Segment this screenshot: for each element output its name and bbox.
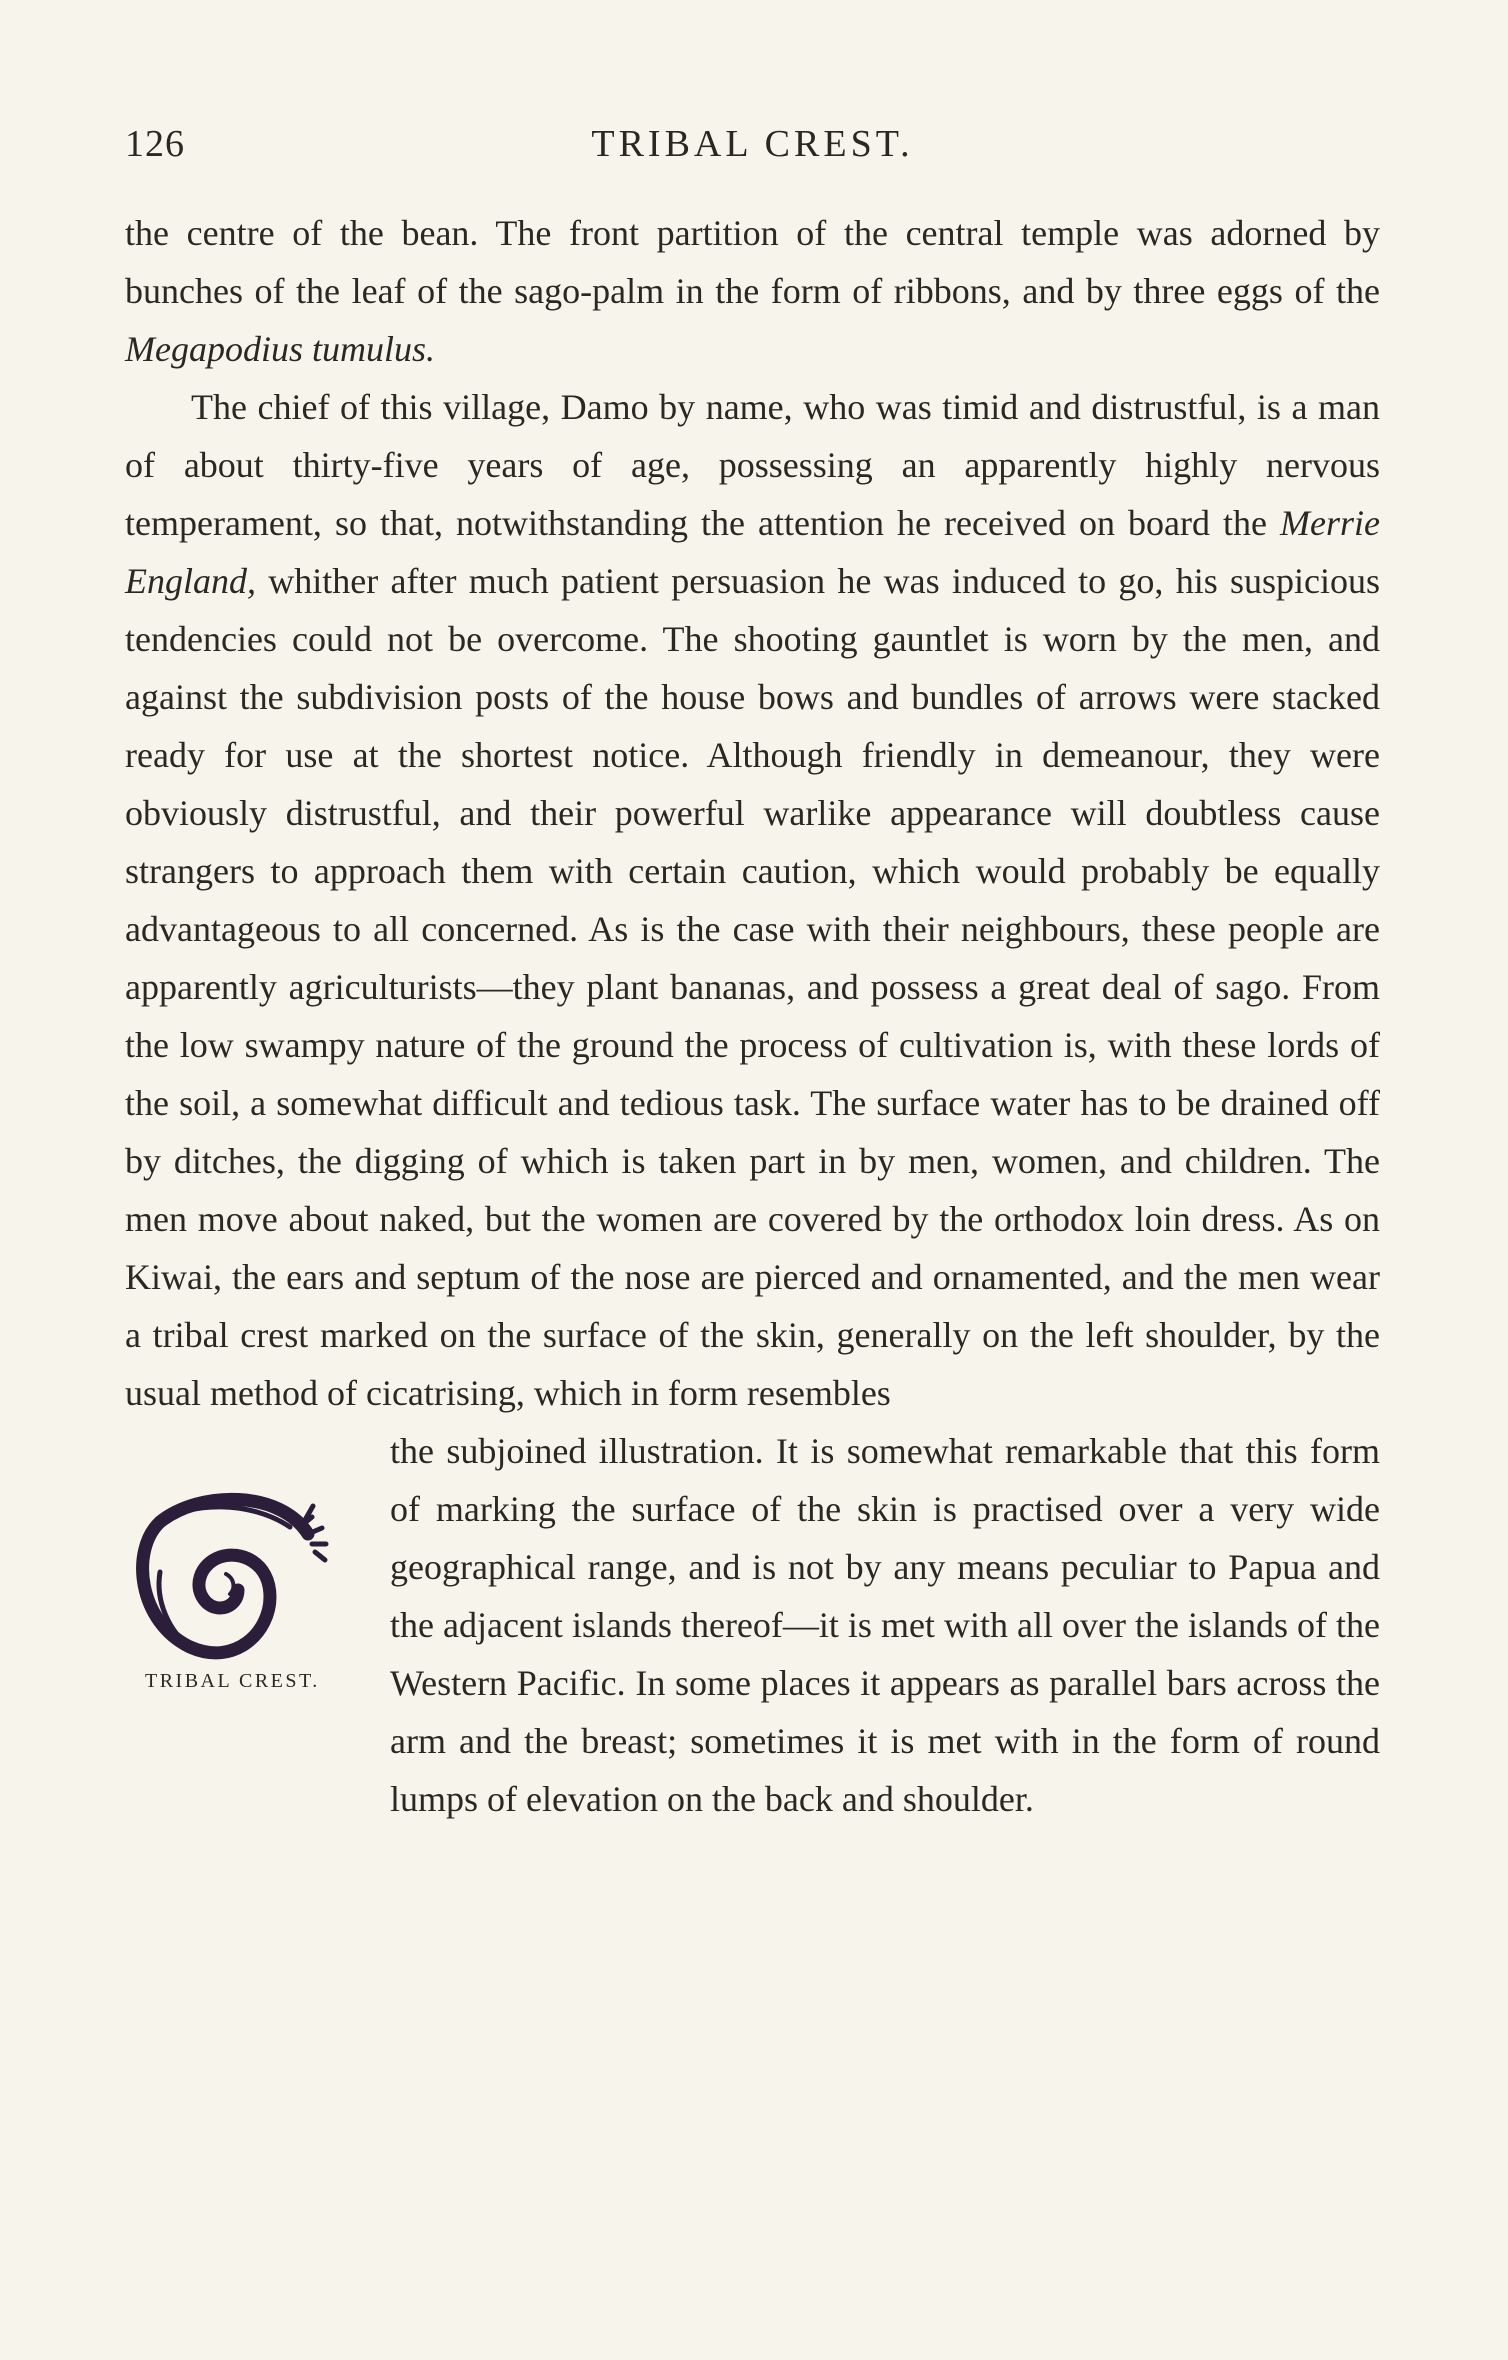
ship-name: Merrie England, xyxy=(125,503,1380,601)
running-title: TRIBAL CREST. xyxy=(591,123,914,165)
paragraph-2 xyxy=(125,378,1380,1422)
tribal-crest-illustration xyxy=(130,1472,360,1662)
paragraph-2-text-b: whither after much patient persuasion he was induced to go, his suspicious tendencies could not be overcome. The shooting gauntlet is worn by the men, and against the subdivision posts of the house bows and bundles of arrows were stacked ready for use at the shortest notice. Although friendly in demeanour, they were obviously distrustful, and their powerful warlike appearance will doubtless cause strangers to approach them with certain caution, which would probably be equally advantageous to all concerned. As is the case with their neighbours, these people are apparently agriculturists—they plant bananas, and possess a great deal of sago. From the low swampy nature of the ground the process of cultivation is, with these lords of the soil, a somewhat difficult and tedious task. The surface water has to be drained off by ditches, the digging of which is taken part in by men, women, and children. The men move about naked, but the women are covered by the orthodox loin dress. As on Kiwai, the ears and septum of the nose are pierced and ornamented, and the men wear a tribal crest marked on the surface of the skin, generally on the left shoulder, by the usual method of cicatrising, which in form resembles xyxy=(125,561,1380,1413)
paragraph-2-text-c: the subjoined illustration. It is somewhat remarkable that this form of marking the surface of the skin is practised over a very wide geographical range, and is not by any means peculiar to Papua and the adjacent islands thereof—it is met with all over the islands of the Western Pacific. In some places it appears as parallel bars across the arm and the breast; sometimes it is met with in the form of round lumps of elevation on the back and shoulder. xyxy=(390,1431,1380,1819)
species-name: Megapodius tumulus. xyxy=(125,329,435,369)
paragraph-2-text-a: The chief of this village, Damo by name, who was timid and distrustful, is a man of about thirty-five years of age, possessing an apparently highly nervous temperament, so that, notwithstanding the attention he received on board the xyxy=(125,387,1380,543)
page-header xyxy=(125,122,1380,172)
paragraph-1-text: the centre of the bean. The front partition of the central temple was adorned by bunches of the leaf of the sago-palm in the form of ribbons, and by three eggs of the xyxy=(125,213,1380,311)
paragraph-1 xyxy=(125,204,1380,378)
tribal-crest-figure xyxy=(125,1422,370,1772)
body-text xyxy=(125,204,1380,1828)
figure-caption: TRIBAL CREST. xyxy=(145,1670,320,1692)
page-number: 126 xyxy=(125,123,185,165)
